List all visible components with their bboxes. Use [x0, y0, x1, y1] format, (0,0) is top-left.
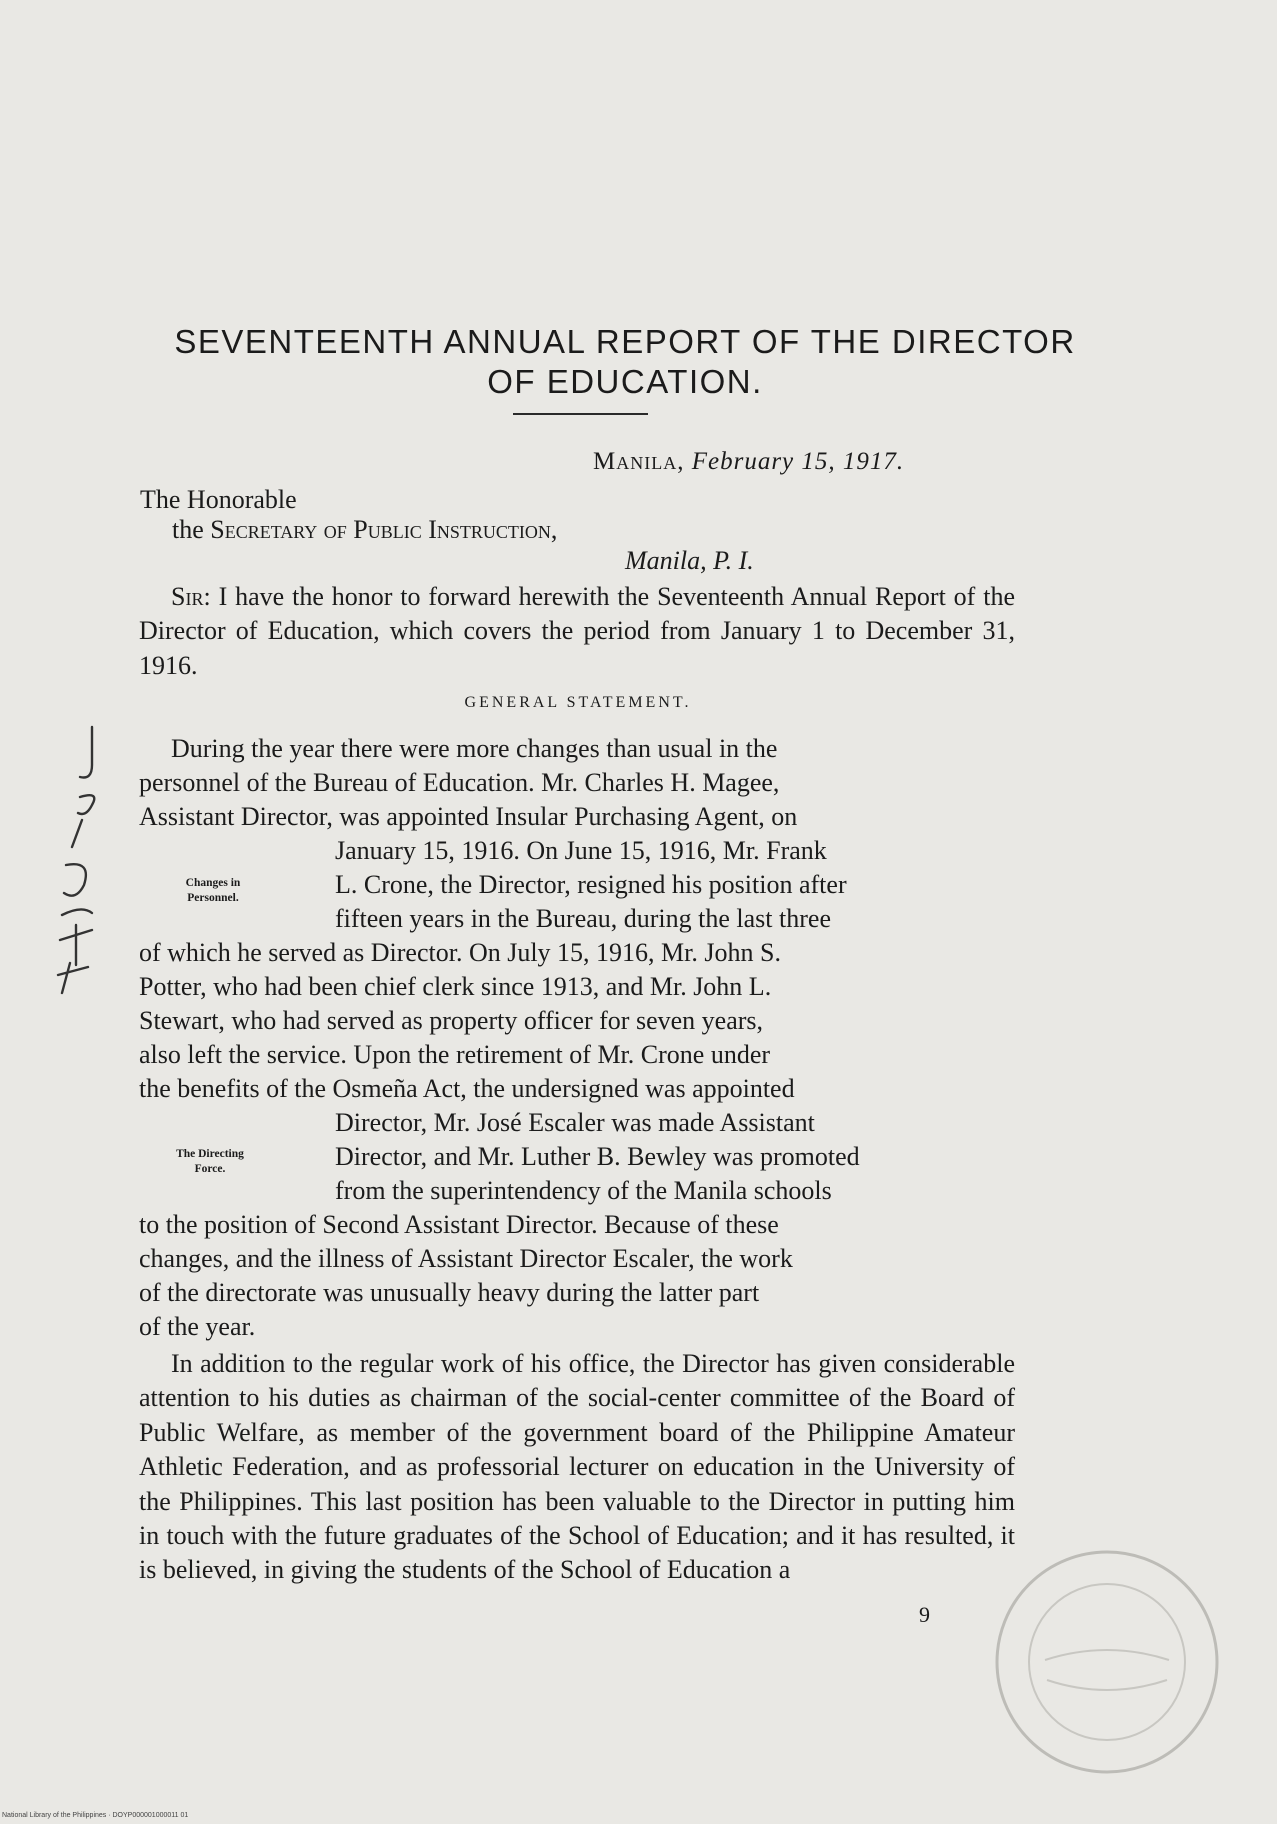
dateline: [593, 448, 904, 476]
para1-line: During the year there were more changes than usual in the: [171, 734, 778, 763]
report-title-line-1: SEVENTEENTH ANNUAL REPORT OF THE DIRECTOR: [174, 323, 1076, 360]
section-heading: GENERAL STATEMENT.: [464, 694, 692, 711]
para1-line: January 15, 1916. On June 15, 1916, Mr. Frank: [335, 836, 827, 865]
side-note-personnel-line-1: Changes in: [185, 877, 241, 889]
paragraph-2: In addition to the regular work of his office, the Director has given considerable attention to his duties as chairman of the social-center committee of the Board of Public Welfare, as member of the government board of the Philippine Amateur Athletic Federation, and as professorial lecturer on education in the University of the Philippines. This last position has been valuable to the Director in putting him in touch with the future graduates of the School of Education; and it has resulted, it is believed, in giving the students of the School of Education a: [139, 1349, 1015, 1585]
salutation-text: I have the honor to forward herewith the Seventeenth Annual Report of the Director of Education, which covers the period from January 1 to December 31, 1916.: [139, 582, 1015, 680]
para1-line: also left the service. Upon the retirement of Mr. Crone under: [139, 1040, 771, 1069]
para1-line: from the superintendency of the Manila schools: [335, 1176, 832, 1205]
page-number: 9: [919, 1602, 930, 1627]
library-seal-stamp-icon: [985, 1540, 1230, 1785]
address-line-2: [172, 515, 557, 545]
address-line-2-prefix: the: [172, 515, 211, 544]
para1-line: of which he served as Director. On July 15, 1916, Mr. John S.: [139, 938, 781, 967]
dateline-place: Manila,: [593, 448, 685, 475]
para1-line: Stewart, who had served as property officer for seven years,: [139, 1006, 764, 1035]
address-recipient: Secretary of Public Instruction,: [210, 515, 558, 544]
title-rule: [513, 413, 648, 415]
para1-line: of the directorate was unusually heavy during the latter part: [139, 1278, 760, 1307]
address-line-1: The Honorable: [140, 485, 297, 514]
handwritten-call-number-icon: [52, 725, 112, 995]
para1-line: the benefits of the Osmeña Act, the undersigned was appointed: [139, 1074, 795, 1103]
side-note-directing-line-1: The Directing: [176, 1148, 244, 1160]
side-note-personnel-line-2: Personnel.: [187, 892, 239, 904]
para1-line: to the position of Second Assistant Director. Because of these: [139, 1210, 779, 1239]
report-title: [120, 322, 1130, 402]
para1-line: L. Crone, the Director, resigned his position after: [335, 870, 847, 899]
address-line-3: Manila, P. I.: [625, 546, 754, 575]
salutation-sir: Sir:: [171, 582, 211, 611]
report-title-line-2: OF EDUCATION.: [487, 363, 763, 400]
para1-line: Director, and Mr. Luther B. Bewley was promoted: [335, 1142, 860, 1171]
salutation-paragraph: [139, 580, 1015, 683]
scan-footer: National Library of the Philippines · DOYP000001000011 01: [2, 1812, 189, 1819]
para1-line: Director, Mr. José Escaler was made Assistant: [335, 1108, 815, 1137]
para1-line: Assistant Director, was appointed Insular Purchasing Agent, on: [139, 802, 798, 831]
para1-line: changes, and the illness of Assistant Director Escaler, the work: [139, 1244, 793, 1273]
para1-line: personnel of the Bureau of Education. Mr. Charles H. Magee,: [139, 768, 780, 797]
para1-line: fifteen years in the Bureau, during the last three: [335, 904, 831, 933]
para1-line: Potter, who had been chief clerk since 1913, and Mr. John L.: [139, 972, 772, 1001]
side-note-personnel: [153, 876, 273, 906]
side-note-directing-line-2: Force.: [194, 1163, 226, 1175]
side-note-directing-force: [150, 1147, 270, 1177]
dateline-date: February 15, 1917.: [691, 448, 905, 475]
para1-line: of the year.: [139, 1312, 256, 1341]
